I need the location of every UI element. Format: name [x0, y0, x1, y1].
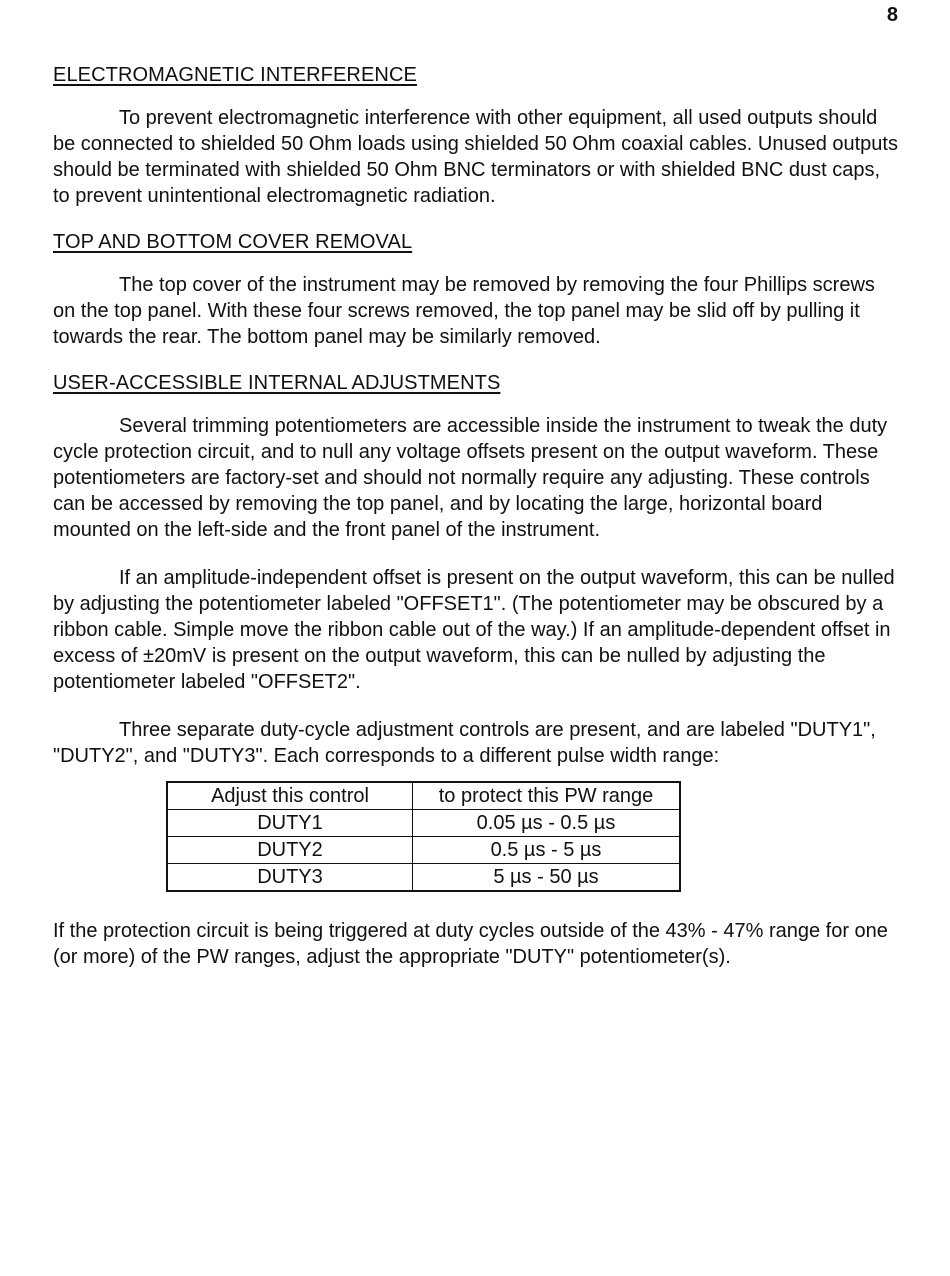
- paragraph-trimming-potentiometers: Several trimming potentiometers are accessible inside the instrument to tweak the duty cycle protection circuit, and to null any voltage offsets present on the output waveform. These potentiometers are factory-set and should not normally require any adjusting. These controls can be accessed by removing the top panel, and by locating the large, horizontal board mounted on the left-side and the front panel of the instrument.: [53, 415, 888, 541]
- paragraph-protection-circuit: If the protection circuit is being triggered at duty cycles outside of the 43% - 47% range for one (or more) of the PW ranges, adjust the appropriate "DUTY" potentiometer(s).: [53, 920, 888, 968]
- table-row: [167, 864, 680, 892]
- document-body: [53, 64, 898, 996]
- paragraph-duty-cycle-controls: Three separate duty-cycle adjustment controls are present, and are labeled "DUTY1", "DUTY2", and "DUTY3". Each corresponds to a different pulse width range:: [53, 719, 876, 767]
- table-cell-control: DUTY1: [167, 810, 413, 837]
- paragraph-offset-adjustment: If an amplitude-independent offset is present on the output waveform, this can be nulled by adjusting the potentiometer labeled "OFFSET1". (The potentiometer may be obscured by a ribbon cable. Simple move the ribbon cable out of the way.) If an amplitude-dependent offset in excess of ±20mV is present on the output waveform, this can be nulled by adjusting the potentiometer labeled "OFFSET2".: [53, 567, 895, 693]
- paragraph-emi: To prevent electromagnetic interference with other equipment, all used outputs should be connected to shielded 50 Ohm loads using shielded 50 Ohm coaxial cables. Unused outputs should be terminated with shielded 50 Ohm BNC terminators or with shielded BNC dust caps, to prevent unintentional electromagnetic radiation.: [53, 107, 898, 207]
- table-cell-control: DUTY3: [167, 864, 413, 892]
- section-heading-cover-removal: TOP AND BOTTOM COVER REMOVAL: [53, 231, 413, 253]
- table-cell-pw-range: 5 µs - 50 µs: [413, 864, 681, 892]
- section-emi: [53, 64, 898, 209]
- table-row: [167, 837, 680, 864]
- section-cover-removal: [53, 231, 898, 350]
- table-header-pw-range: to protect this PW range: [413, 782, 681, 810]
- pw-range-table: [166, 781, 681, 892]
- section-heading-internal-adjustments: USER-ACCESSIBLE INTERNAL ADJUSTMENTS: [53, 372, 501, 394]
- table-cell-pw-range: 0.05 µs - 0.5 µs: [413, 810, 681, 837]
- table-row: [167, 810, 680, 837]
- page-number: 8: [886, 4, 898, 26]
- paragraph-cover-removal: The top cover of the instrument may be removed by removing the four Phillips screws on the top panel. With these four screws removed, the top panel may be slid off by pulling it towards the rear. The bottom panel may be similarly removed.: [53, 274, 875, 348]
- section-internal-adjustments: [53, 372, 898, 769]
- pw-range-table-wrapper: [166, 781, 898, 892]
- section-heading-emi: ELECTROMAGNETIC INTERFERENCE: [53, 64, 417, 86]
- table-header-row: [167, 782, 680, 810]
- table-cell-pw-range: 0.5 µs - 5 µs: [413, 837, 681, 864]
- table-header-control: Adjust this control: [167, 782, 413, 810]
- table-cell-control: DUTY2: [167, 837, 413, 864]
